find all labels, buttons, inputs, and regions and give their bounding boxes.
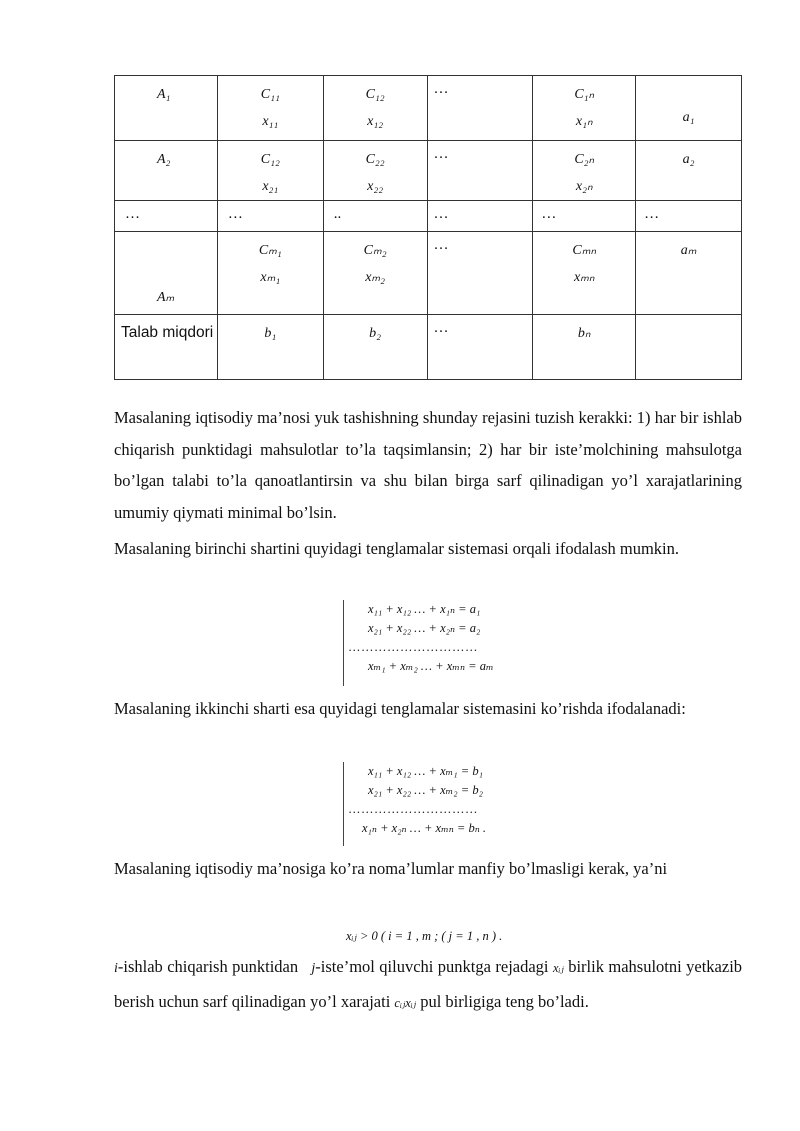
- paragraph: Masalaning iqtisodiy ma’nosi yuk tashishning shunday rejasini tuzish kerakki: 1) har bir ishlab chiqarish punktidagi mahsulotlar to’la taqsimlansin; 2) har bir iste’molchining mahsulotga bo’lgan talabi to’la qanoatlantirsin va shu bilan birga sarf qilinadigan yo’l xarajatlarining umumiy qiymati minimal bo’lsin.: [114, 408, 742, 522]
- demand-cell: b₁: [217, 315, 323, 380]
- demand-cell: bₙ: [533, 315, 636, 380]
- paragraph: i-ishlab chiqarish punktidan j-iste’mol qiluvchi punktga rejadagi xᵢⱼ birlik mahsulotni yetkazib berish uchun sarf qilinadigan yo’l xarajati cᵢⱼxᵢⱼ pul birligiga teng bo’ladi.: [114, 957, 743, 1011]
- dots-cell: …: [217, 201, 323, 232]
- paragraph: Masalaning birinchi shartini quyidagi tenglamalar sistemasi orqali ifodalash mumkin.: [114, 539, 680, 558]
- dots-cell: …: [115, 201, 218, 232]
- cost-cell: Cₘ₁ xₘ₁: [217, 232, 323, 315]
- cost-cell: C₁₂ x₂₁: [217, 141, 323, 201]
- demand-cell: b₂: [323, 315, 427, 380]
- supply-cell: aₘ: [636, 232, 742, 315]
- demand-label-cell: Talab miqdori: [115, 315, 218, 380]
- supply-cell: a₂: [636, 141, 742, 201]
- paragraph: Masalaning iqtisodiy ma’nosiga ko’ra noma’lumlar manfiy bo’lmasligi kerak, ya’ni: [114, 859, 668, 878]
- cost-cell: C₁ₙ x₁ₙ: [533, 76, 636, 141]
- equation-system-demand: [348, 762, 486, 838]
- equation-line: …………………………: [348, 640, 478, 654]
- equation-line: x₁ₙ + x₂ₙ … + xₘₙ = bₙ .: [362, 821, 487, 835]
- equation-line: …………………………: [348, 802, 478, 816]
- table-row: [115, 315, 742, 380]
- cost-cell: C₂₂ x₂₂: [323, 141, 427, 201]
- equation-line: xₘ₁ + xₘ₂ … + xₘₙ = aₘ: [368, 659, 494, 673]
- equation-system-supply: [348, 600, 494, 676]
- dots-cell: …: [533, 201, 636, 232]
- supplier-cell: A₁: [115, 76, 218, 141]
- supply-cell: a₁: [636, 76, 742, 141]
- table-row: [115, 141, 742, 201]
- table-row: [115, 232, 742, 315]
- equation-brace: [343, 600, 344, 686]
- equation-line: x₁₁ + x₁₂ … + x₁ₙ = a₁: [368, 602, 481, 616]
- demand-cell: [636, 315, 742, 380]
- dots-cell: …: [636, 201, 742, 232]
- demand-cell: …: [427, 315, 533, 380]
- cost-cell: C₂ₙ x₂ₙ: [533, 141, 636, 201]
- table-row: [115, 76, 742, 141]
- cost-cell: …: [427, 232, 533, 315]
- transport-table: [114, 75, 742, 380]
- supplier-cell: Aₘ: [115, 232, 218, 315]
- dots-cell: ..: [323, 201, 427, 232]
- nonnegativity-condition: xᵢⱼ > 0 ( i = 1 , m ; ( j = 1 , n ) .: [346, 929, 503, 943]
- equation-line: x₂₁ + x₂₂ … + x₂ₙ = a₂: [368, 621, 481, 635]
- supplier-cell: A₂: [115, 141, 218, 201]
- cost-cell: …: [427, 141, 533, 201]
- cost-cell: C₁₂ x₁₂: [323, 76, 427, 141]
- dots-cell: …: [427, 201, 533, 232]
- cost-cell: C₁₁ x₁₁: [217, 76, 323, 141]
- equation-line: x₂₁ + x₂₂ … + xₘ₂ = b₂: [368, 783, 483, 797]
- cost-cell: Cₘₙ xₘₙ: [533, 232, 636, 315]
- cost-cell: Cₘ₂ xₘ₂: [323, 232, 427, 315]
- paragraph: Masalaning ikkinchi sharti esa quyidagi tenglamalar sistemasini ko’rishda ifodalanadi:: [114, 699, 686, 718]
- equation-line: x₁₁ + x₁₂ … + xₘ₁ = b₁: [368, 764, 483, 778]
- table-row: [115, 201, 742, 232]
- cost-cell: …: [427, 76, 533, 141]
- equation-brace: [343, 762, 344, 846]
